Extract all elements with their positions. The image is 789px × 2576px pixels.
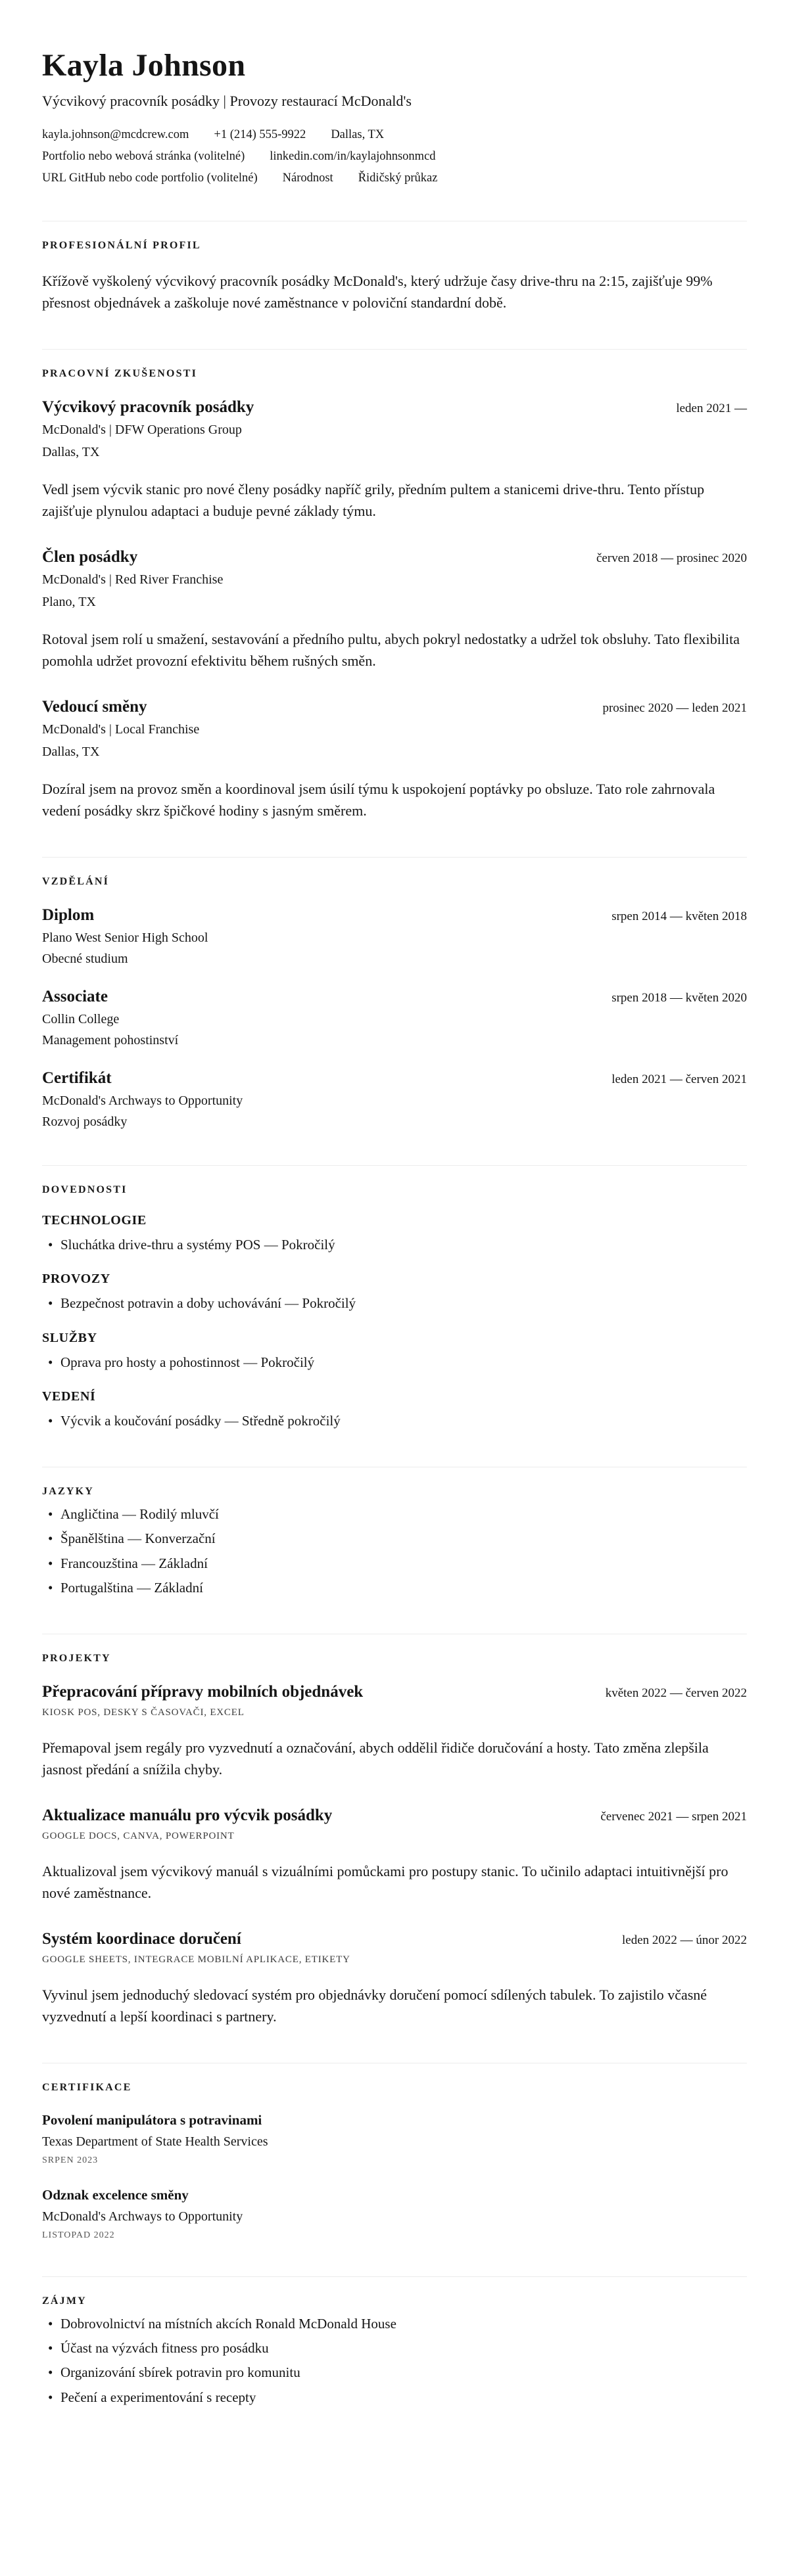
field-of-study: Management pohostinství bbox=[42, 1033, 179, 1047]
skill-list bbox=[42, 1352, 747, 1372]
job-company: McDonald's | Local Franchise bbox=[42, 722, 200, 737]
education-entry-head bbox=[42, 1069, 747, 1088]
candidate-headline: Výcvikový pracovník posádky | Provozy restaurací McDonald's bbox=[42, 93, 412, 109]
skill-group-service bbox=[42, 1331, 747, 1372]
project-entry-head bbox=[42, 1930, 747, 1948]
project-dates: leden 2022 — únor 2022 bbox=[622, 1933, 747, 1947]
candidate-name: Kayla Johnson bbox=[42, 48, 246, 83]
certification-title: Odznak excelence směny bbox=[42, 2186, 189, 2203]
interest-item: • Organizování sbírek potravin pro komunitu bbox=[42, 2362, 747, 2382]
language-item: • Španělština — Konverzační bbox=[42, 1529, 747, 1548]
section-languages bbox=[42, 1467, 747, 1598]
job-title: Člen posádky bbox=[42, 548, 138, 566]
job-description: Vedl jsem výcvik stanic pro nové členy posádky napříč grily, předním pultem a stanicemi drive-thru. Tento přístup zajišťuje plynulou adaptaci a buduje pevné základy týmu. bbox=[42, 481, 705, 519]
skill-group-title: SLUŽBY bbox=[42, 1330, 97, 1345]
job-entry bbox=[42, 398, 747, 522]
skill-list bbox=[42, 1235, 747, 1254]
job-entry-head bbox=[42, 698, 747, 716]
resume-header bbox=[42, 47, 747, 185]
job-entry-head bbox=[42, 398, 747, 417]
school-name: Plano West Senior High School bbox=[42, 931, 208, 945]
email-text: kayla.johnson@mcdcrew.com bbox=[42, 128, 189, 141]
section-education bbox=[42, 857, 747, 1130]
job-dates: červen 2018 — prosinec 2020 bbox=[596, 551, 747, 565]
github-placeholder-text: URL GitHub nebo code portfolio (volitelné) bbox=[42, 172, 258, 185]
section-heading: JAZYKY bbox=[42, 1485, 94, 1497]
job-entry bbox=[42, 698, 747, 821]
skill-item: • Výcvik a koučování posádky — Středně pokročilý bbox=[42, 1411, 747, 1431]
school-name: Collin College bbox=[42, 1012, 120, 1026]
language-item: • Angličtina — Rodilý mluvčí bbox=[42, 1504, 747, 1524]
language-item: • Francouzština — Základní bbox=[42, 1553, 747, 1573]
job-description: Dozíral jsem na provoz směn a koordinoval jsem úsilí týmu k uspokojení poptávky po obsluze. Tato role zahrnovala vedení posádky skrz špičkové hodiny s jasným směrem. bbox=[42, 781, 715, 819]
field-of-study: Rozvoj posádky bbox=[42, 1115, 128, 1129]
section-heading: PROFESIONÁLNÍ PROFIL bbox=[42, 240, 201, 251]
job-dates: prosinec 2020 — leden 2021 bbox=[602, 701, 747, 715]
phone-text: +1 (214) 555-9922 bbox=[214, 128, 306, 141]
interest-item: • Dobrovolnictví na místních akcích Ronald McDonald House bbox=[42, 2314, 747, 2334]
skill-group-technology bbox=[42, 1213, 747, 1254]
certification-issuer: Texas Department of State Health Services bbox=[42, 2134, 268, 2149]
location-text: Dallas, TX bbox=[331, 128, 385, 141]
interest-list bbox=[42, 2314, 747, 2408]
education-entry bbox=[42, 988, 747, 1048]
project-entry bbox=[42, 1683, 747, 1780]
job-dates: leden 2021 — bbox=[676, 402, 747, 415]
section-heading: ZÁJMY bbox=[42, 2295, 87, 2307]
section-skills bbox=[42, 1165, 747, 1431]
linkedin-text: linkedin.com/in/kaylajohnsonmcd bbox=[270, 150, 436, 163]
project-dates: červenec 2021 — srpen 2021 bbox=[600, 1809, 747, 1824]
section-certifications bbox=[42, 2063, 747, 2241]
portfolio-placeholder-text: Portfolio nebo webová stránka (volitelné) bbox=[42, 150, 245, 163]
nationality-text: Národnost bbox=[282, 172, 333, 185]
job-location: Dallas, TX bbox=[42, 745, 100, 759]
project-title: Aktualizace manuálu pro výcvik posádky bbox=[42, 1806, 333, 1824]
degree-title: Associate bbox=[42, 988, 108, 1005]
job-company: McDonald's | DFW Operations Group bbox=[42, 423, 242, 437]
language-item: • Portugalština — Základní bbox=[42, 1578, 747, 1598]
job-location: Dallas, TX bbox=[42, 445, 100, 459]
skill-group-leadership bbox=[42, 1389, 747, 1431]
project-tools: GOOGLE SHEETS, INTEGRACE MOBILNÍ APLIKACE, ETIKETY bbox=[42, 1954, 350, 1965]
certification-entry bbox=[42, 2112, 747, 2166]
contact-row bbox=[42, 128, 747, 142]
driving-license-text: Řidičský průkaz bbox=[358, 172, 438, 185]
education-entry-head bbox=[42, 906, 747, 925]
language-list bbox=[42, 1504, 747, 1598]
section-heading: DOVEDNOSTI bbox=[42, 1184, 128, 1195]
certification-date: SRPEN 2023 bbox=[42, 2155, 99, 2165]
section-heading: PRACOVNÍ ZKUŠENOSTI bbox=[42, 368, 198, 379]
project-description: Přemapoval jsem regály pro vyzvednutí a označování, abych oddělil řidiče doručování a hosty. Tato změna zlepšila jasnost předání a snížila chyby. bbox=[42, 1739, 709, 1778]
skill-group-operations bbox=[42, 1272, 747, 1313]
section-heading: PROJEKTY bbox=[42, 1652, 111, 1664]
section-experience bbox=[42, 349, 747, 821]
education-entry bbox=[42, 1069, 747, 1130]
project-entry-head bbox=[42, 1683, 747, 1701]
education-dates: srpen 2014 — květen 2018 bbox=[611, 909, 747, 923]
certification-title: Povolení manipulátora s potravinami bbox=[42, 2111, 262, 2128]
certification-date: LISTOPAD 2022 bbox=[42, 2230, 115, 2240]
education-dates: srpen 2018 — květen 2020 bbox=[611, 991, 747, 1005]
interest-item: • Pečení a experimentování s recepty bbox=[42, 2387, 747, 2407]
job-company: McDonald's | Red River Franchise bbox=[42, 572, 224, 587]
project-entry bbox=[42, 1806, 747, 1904]
project-title: Přepracování přípravy mobilních objednávek bbox=[42, 1682, 364, 1701]
job-title: Výcvikový pracovník posádky bbox=[42, 398, 254, 416]
project-dates: květen 2022 — červen 2022 bbox=[605, 1686, 747, 1700]
project-entry bbox=[42, 1930, 747, 2027]
certification-issuer: McDonald's Archways to Opportunity bbox=[42, 2209, 243, 2224]
interest-item: • Účast na výzvách fitness pro posádku bbox=[42, 2338, 747, 2358]
section-profile bbox=[42, 221, 747, 313]
education-entry bbox=[42, 906, 747, 967]
section-projects bbox=[42, 1634, 747, 2027]
degree-title: Diplom bbox=[42, 906, 95, 924]
project-entry-head bbox=[42, 1806, 747, 1825]
school-name: McDonald's Archways to Opportunity bbox=[42, 1093, 243, 1108]
job-location: Plano, TX bbox=[42, 595, 96, 609]
contact-row bbox=[42, 172, 747, 185]
project-tools: KIOSK POS, DESKY S ČASOVAČI, EXCEL bbox=[42, 1707, 245, 1718]
project-description: Vyvinul jsem jednoduchý sledovací systém pro objednávky doručení pomocí sdílených tabulek. To zajistilo včasné vyzvednutí a lepší koordinaci s partnery. bbox=[42, 1986, 707, 2025]
education-entry-head bbox=[42, 988, 747, 1006]
contact-block bbox=[42, 128, 747, 185]
job-entry bbox=[42, 548, 747, 672]
profile-summary: Křížově vyškolený výcvikový pracovník posádky McDonald's, který udržuje časy drive-thru na 2:15, zajišťuje 99% přesnost objednávek a zaškoluje nové zaměstnance v poloviční standardní době. bbox=[42, 273, 713, 311]
skill-item: • Sluchátka drive-thru a systémy POS — Pokročilý bbox=[42, 1235, 747, 1254]
skill-item: • Bezpečnost potravin a doby uchovávání — Pokročilý bbox=[42, 1293, 747, 1313]
skill-list bbox=[42, 1293, 747, 1313]
education-dates: leden 2021 — červen 2021 bbox=[611, 1072, 747, 1086]
project-description: Aktualizoval jsem výcvikový manuál s vizuálními pomůckami pro postupy stanic. To učinilo adaptaci intuitivnější pro nové zaměstnance. bbox=[42, 1862, 729, 1901]
job-description: Rotoval jsem rolí u smažení, sestavování a předního pultu, abych pokryl nedostatky a udržel tok obsluhy. Tato flexibilita pomohla udržet provozní efektivitu během rušných směn. bbox=[42, 631, 740, 669]
skill-group-title: VEDENÍ bbox=[42, 1389, 96, 1404]
project-tools: GOOGLE DOCS, CANVA, POWERPOINT bbox=[42, 1830, 235, 1841]
section-heading: CERTIFIKACE bbox=[42, 2081, 132, 2093]
section-heading: VZDĚLÁNÍ bbox=[42, 876, 110, 887]
skill-item: • Oprava pro hosty a pohostinnost — Pokročilý bbox=[42, 1352, 747, 1372]
contact-row bbox=[42, 150, 747, 164]
project-title: Systém koordinace doručení bbox=[42, 1929, 241, 1948]
section-interests bbox=[42, 2276, 747, 2408]
job-entry-head bbox=[42, 548, 747, 566]
skill-group-title: PROVOZY bbox=[42, 1272, 110, 1287]
degree-title: Certifikát bbox=[42, 1069, 112, 1087]
skill-list bbox=[42, 1411, 747, 1431]
job-title: Vedoucí směny bbox=[42, 698, 147, 716]
skill-group-title: TECHNOLOGIE bbox=[42, 1213, 147, 1228]
field-of-study: Obecné studium bbox=[42, 952, 128, 966]
certification-entry bbox=[42, 2187, 747, 2241]
